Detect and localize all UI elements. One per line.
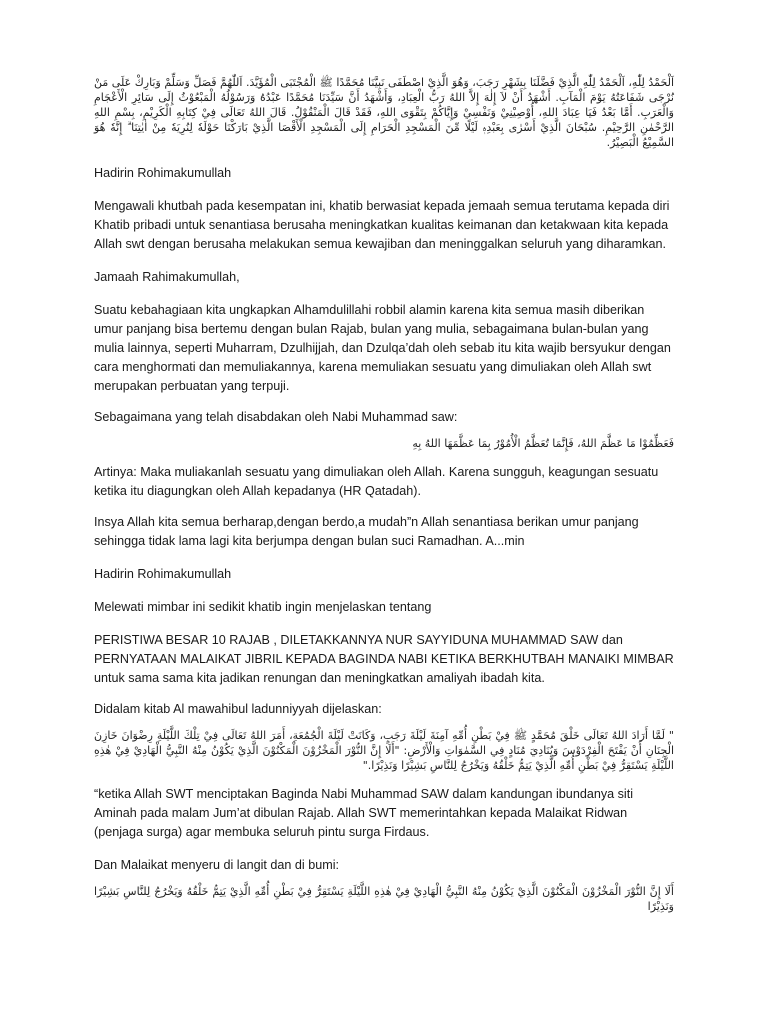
paragraph-wasiat: Mengawali khutbah pada kesempatan ini, khatib berwasiat kepada jemaah semua terutama kepada diri Khatib pribadi untuk senantiasa berusaha meningkatkan kualitas keimanan dan ketakwaan kita kepada Allah swt dengan berusaha melakukan semua kewajiban dan meninggalkan seluruh yang diharamkan. [94, 199, 670, 251]
paragraph-rajab: Suatu kebahagiaan kita ungkapkan Alhamdulillahi robbil alamin karena kita semua masih diberikan umur panjang bisa bertemu dengan bulan Rajab, bulan yang mulia, sebagaimana bulan-bulan yang mulia lainnya, seperti Muharram, Dzulhijjah, dan Dzulqa’dah oleh sebab itu kita wajib bersyukur dengan cara menghormati dan memuliakannya, karena memuliakan sesuatu yang dimuliakan oleh Allah swt merupakan perbuatan yang terpuji. [94, 303, 671, 393]
paragraph-mimbar: Melewati mimbar ini sedikit khatib ingin menjelaskan tentang [94, 600, 432, 614]
heading-jamaah: Jamaah Rahimakumullah, [94, 270, 240, 284]
document-body [94, 75, 674, 914]
paragraph-kitab: Didalam kitab Al mawahibul ladunniyyah dijelaskan: [94, 702, 382, 716]
heading-hadirin-2: Hadirin Rohimakumullah [94, 567, 232, 581]
paragraph-terjemah: “ketika Allah SWT menciptakan Baginda Nabi Muhammad SAW dalam kandungan ibundanya siti Aminah pada malam Jum’at dibulan Rajab. Allah SWT memerintahkan kepada Malaikat Ridwan (penjaga surga) agar membuka seluruh pintu surga Firdaus. [94, 787, 634, 839]
arabic-hadith-text: فَعَظِّمُوْا مَا عَظَّمَ اللهُ، فَإِنَّمَا تُعَظَّمُ الْأُمُوْرُ بِمَا عَظَّمَهَا اللهُ بِهِ [412, 437, 674, 450]
arabic-quote-mawahib: " لَمَّا أَرَادَ اللهُ تَعَالَى خَلْقَ مُحَمَّدٍ ﷺ فِيْ بَطْنِ أُمِّهِ آمِنَةَ لَيْلَةَ رَجَبٍ، وَكَانَتْ لَيْلَةَ الْجُمُعَةِ، أَمَرَ اللهُ تَعَالَى فِيْ تِلْكَ اللَّيْلَةِ رِضْوَانَ خَازِنَ الْجِنَانِ أَنْ يَفْتَحَ الْفِرْدَوْسَ وَيُنَادِيَ مُنَادٍ فِي السَّمٰوَاتِ وَالْأَرْضِ: "أَلَا إِنَّ النُّوْرَ الْمَخْزُوْنَ الْمَكْنُوْنَ الَّذِيْ يَكُوْنُ مِنْهُ النَّبِيُّ الْهَادِيْ فِيْ هٰذِهِ اللَّيْلَةِ يَسْتَقِرُّ فِيْ بَطْنِ أُمِّهِ الَّذِيْ يَتِمُّ خَلْقُهُ وَيَخْرُجُ لِلنَّاسِ بَشِيْرًا وَنَذِيْرًا." [94, 729, 674, 772]
paragraph-insya-allah: Insya Allah kita semua berharap,dengan berdo,a mudah”n Allah senantiasa berikan umur panjang sehingga tidak lama lagi kita berjumpa dengan bulan suci Ramadhan. A...min [94, 515, 639, 548]
arabic-quote-nur: أَلَا إِنَّ النُّوْرَ الْمَخْزُوْنَ الْمَكْنُوْنَ الَّذِيْ يَكُوْنُ مِنْهُ النَّبِيُّ الْهَادِيْ فِيْ هٰذِهِ اللَّيْلَةِ يَسْتَقِرُّ فِيْ بَطْنِ أُمِّهِ الَّذِيْ يَتِمُّ خَلْقُهُ وَيَخْرُجُ لِلنَّاسِ بَشِيْرًا وَنَذِيْرًا [94, 885, 674, 913]
paragraph-artinya: Artinya: Maka muliakanlah sesuatu yang dimuliakan oleh Allah. Karena sungguh, keagungan sesuatu ketika itu diagungkan oleh Allah kepadanya (HR Qatadah). [94, 465, 659, 498]
paragraph-peristiwa: PERISTIWA BESAR 10 RAJAB , DILETAKKANNYA NUR SAYYIDUNA MUHAMMAD SAW dan PERNYATAAN MALAIKAT JIBRIL KEPADA BAGINDA NABI KETIKA BERKHUTBAH MANAIKI MIMBAR untuk sama sama kita jadikan renungan dan meningkatkan amaliyah ibadah kita. [94, 633, 674, 685]
paragraph-malaikat: Dan Malaikat menyeru di langit dan di bumi: [94, 858, 340, 872]
paragraph-sabda: Sebagaimana yang telah disabdakan oleh Nabi Muhammad saw: [94, 410, 458, 424]
heading-hadirin-1: Hadirin Rohimakumullah [94, 166, 232, 180]
arabic-opening-text: اَلْحَمْدُ لِلّٰهِ، اَلْحَمْدُ لِلّٰهِ الَّذِيْ فَضَّلَنَا بِشَهْرِ رَجَبَ، وَهُوَ الَّذِيْ اصْطَفَى نَبِيَّنَا مُحَمَّدًا ﷺ الْمُجْتَبَى الْمُؤَيَّدَ. اَللّٰهُمَّ فَصَلِّ وَسَلِّمْ وَبَارِكْ عَلَى مَنْ نُرْجَى شَفَاعَتُهُ يَوْمَ الْمَآبِ. أَشْهَدُ أَنْ لاَ إِلٰهَ إِلاَّ اللهُ رَبُّ الْعِبَادِ، وَأَشْهَدُ أَنَّ سَيِّدَنَا مُحَمَّدًا عَبْدُهُ وَرَسُوْلُهُ الْمَبْعُوْثُ إِلَى سَائِرِ الْأَعْجَامِ وَالْعَرَبِ. أَمَّا بَعْدُ فَيَا عِبَادَ اللهِ، أُوْصِيْنِيْ وَنَفْسِيْ وَإِيَّاكُمْ بِتَقْوَى اللهِ، فَقَدْ قَالَ الْمَنْقُوْلُ. قَالَ اللهُ تَعَالَى فِيْ كِتَابِهِ الْكَرِيْمِ، بِسْمِ اللهِ الرَّحْمٰنِ الرَّحِيْمِ. سُبْحَانَ الَّذِيْ أَسْرٰى بِعَبْدِهٖ لَيْلًا مِّنَ الْمَسْجِدِ الْحَرَامِ إِلَى الْمَسْجِدِ الْأَقْصَا الَّذِيْ بَارَكْنَا حَوْلَهٗ لِنُرِيَهٗ مِنْ اٰيٰتِنَا ۗ إِنَّهٗ هُوَ السَّمِيْعُ الْبَصِيْرُ. [94, 76, 674, 149]
